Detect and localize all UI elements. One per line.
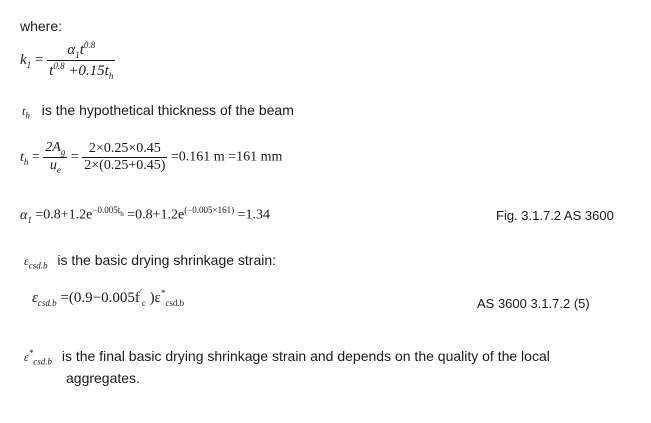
where-label: where: (20, 18, 63, 34)
k1-formula: $k_1$ = $\frac{\alpha_1t^{0.8}}{t^{0.8} +0.15t_h}$ (20, 40, 114, 81)
th-symbol: $t_h$ (22, 104, 30, 121)
k1-numerator: $\alpha_1t^{0.8}$ (47, 40, 115, 61)
th-equation: $t_h$ = $\frac{2A_g}{u_e}$ = $\frac{2\times 0.25\times 0.45}{2\times(0.25+0.45)}$ =0.161 m =161 mm (20, 140, 283, 175)
ecsdb-reference: AS 3600 3.1.7.2 (5) (477, 296, 590, 311)
th-result: =0.161 m =161 mm (170, 149, 283, 165)
alpha-reference: Fig. 3.1.7.2 AS 3600 (496, 208, 614, 223)
estar-symbol: $\varepsilon^*_{csd.b}$ (24, 348, 52, 367)
th-fraction-1: $\frac{2A_g}{u_e}$ (45, 140, 66, 175)
k1-fraction (47, 40, 115, 81)
ecsdb-definition: $\varepsilon_{csd.b}$ is the basic drying shrinkage strain: (24, 252, 277, 271)
ecsdb-equation: $\varepsilon_{csd.b} =(0.9-0.005f'_c$ )$\varepsilon^*_{csd.b}$ (32, 288, 185, 308)
estar-definition-line2: aggregates. (66, 370, 140, 386)
th-fraction-2: $\frac{2\times 0.25\times 0.45}{2\times(0.25+0.45)}$ (84, 140, 166, 173)
ecsdb-symbol: $\varepsilon_{csd.b}$ (24, 254, 48, 271)
k1-denominator: $t^{0.8} +0.15t_h$ (49, 61, 114, 81)
th-definition: $t_h$ is the hypothetical thickness of the beam (22, 102, 294, 121)
k1-lhs: $k_1$ (20, 51, 32, 70)
estar-definition: $\varepsilon^*_{csd.b}$ is the final basic drying shrinkage strain and depends on the quality of the local (24, 348, 550, 367)
alpha-equation: $\alpha_1 =0.8+1.2e^{-0.005t_h} =0.8+1.2e^{(-0.005\times 161)} =1.34$ (20, 205, 271, 225)
